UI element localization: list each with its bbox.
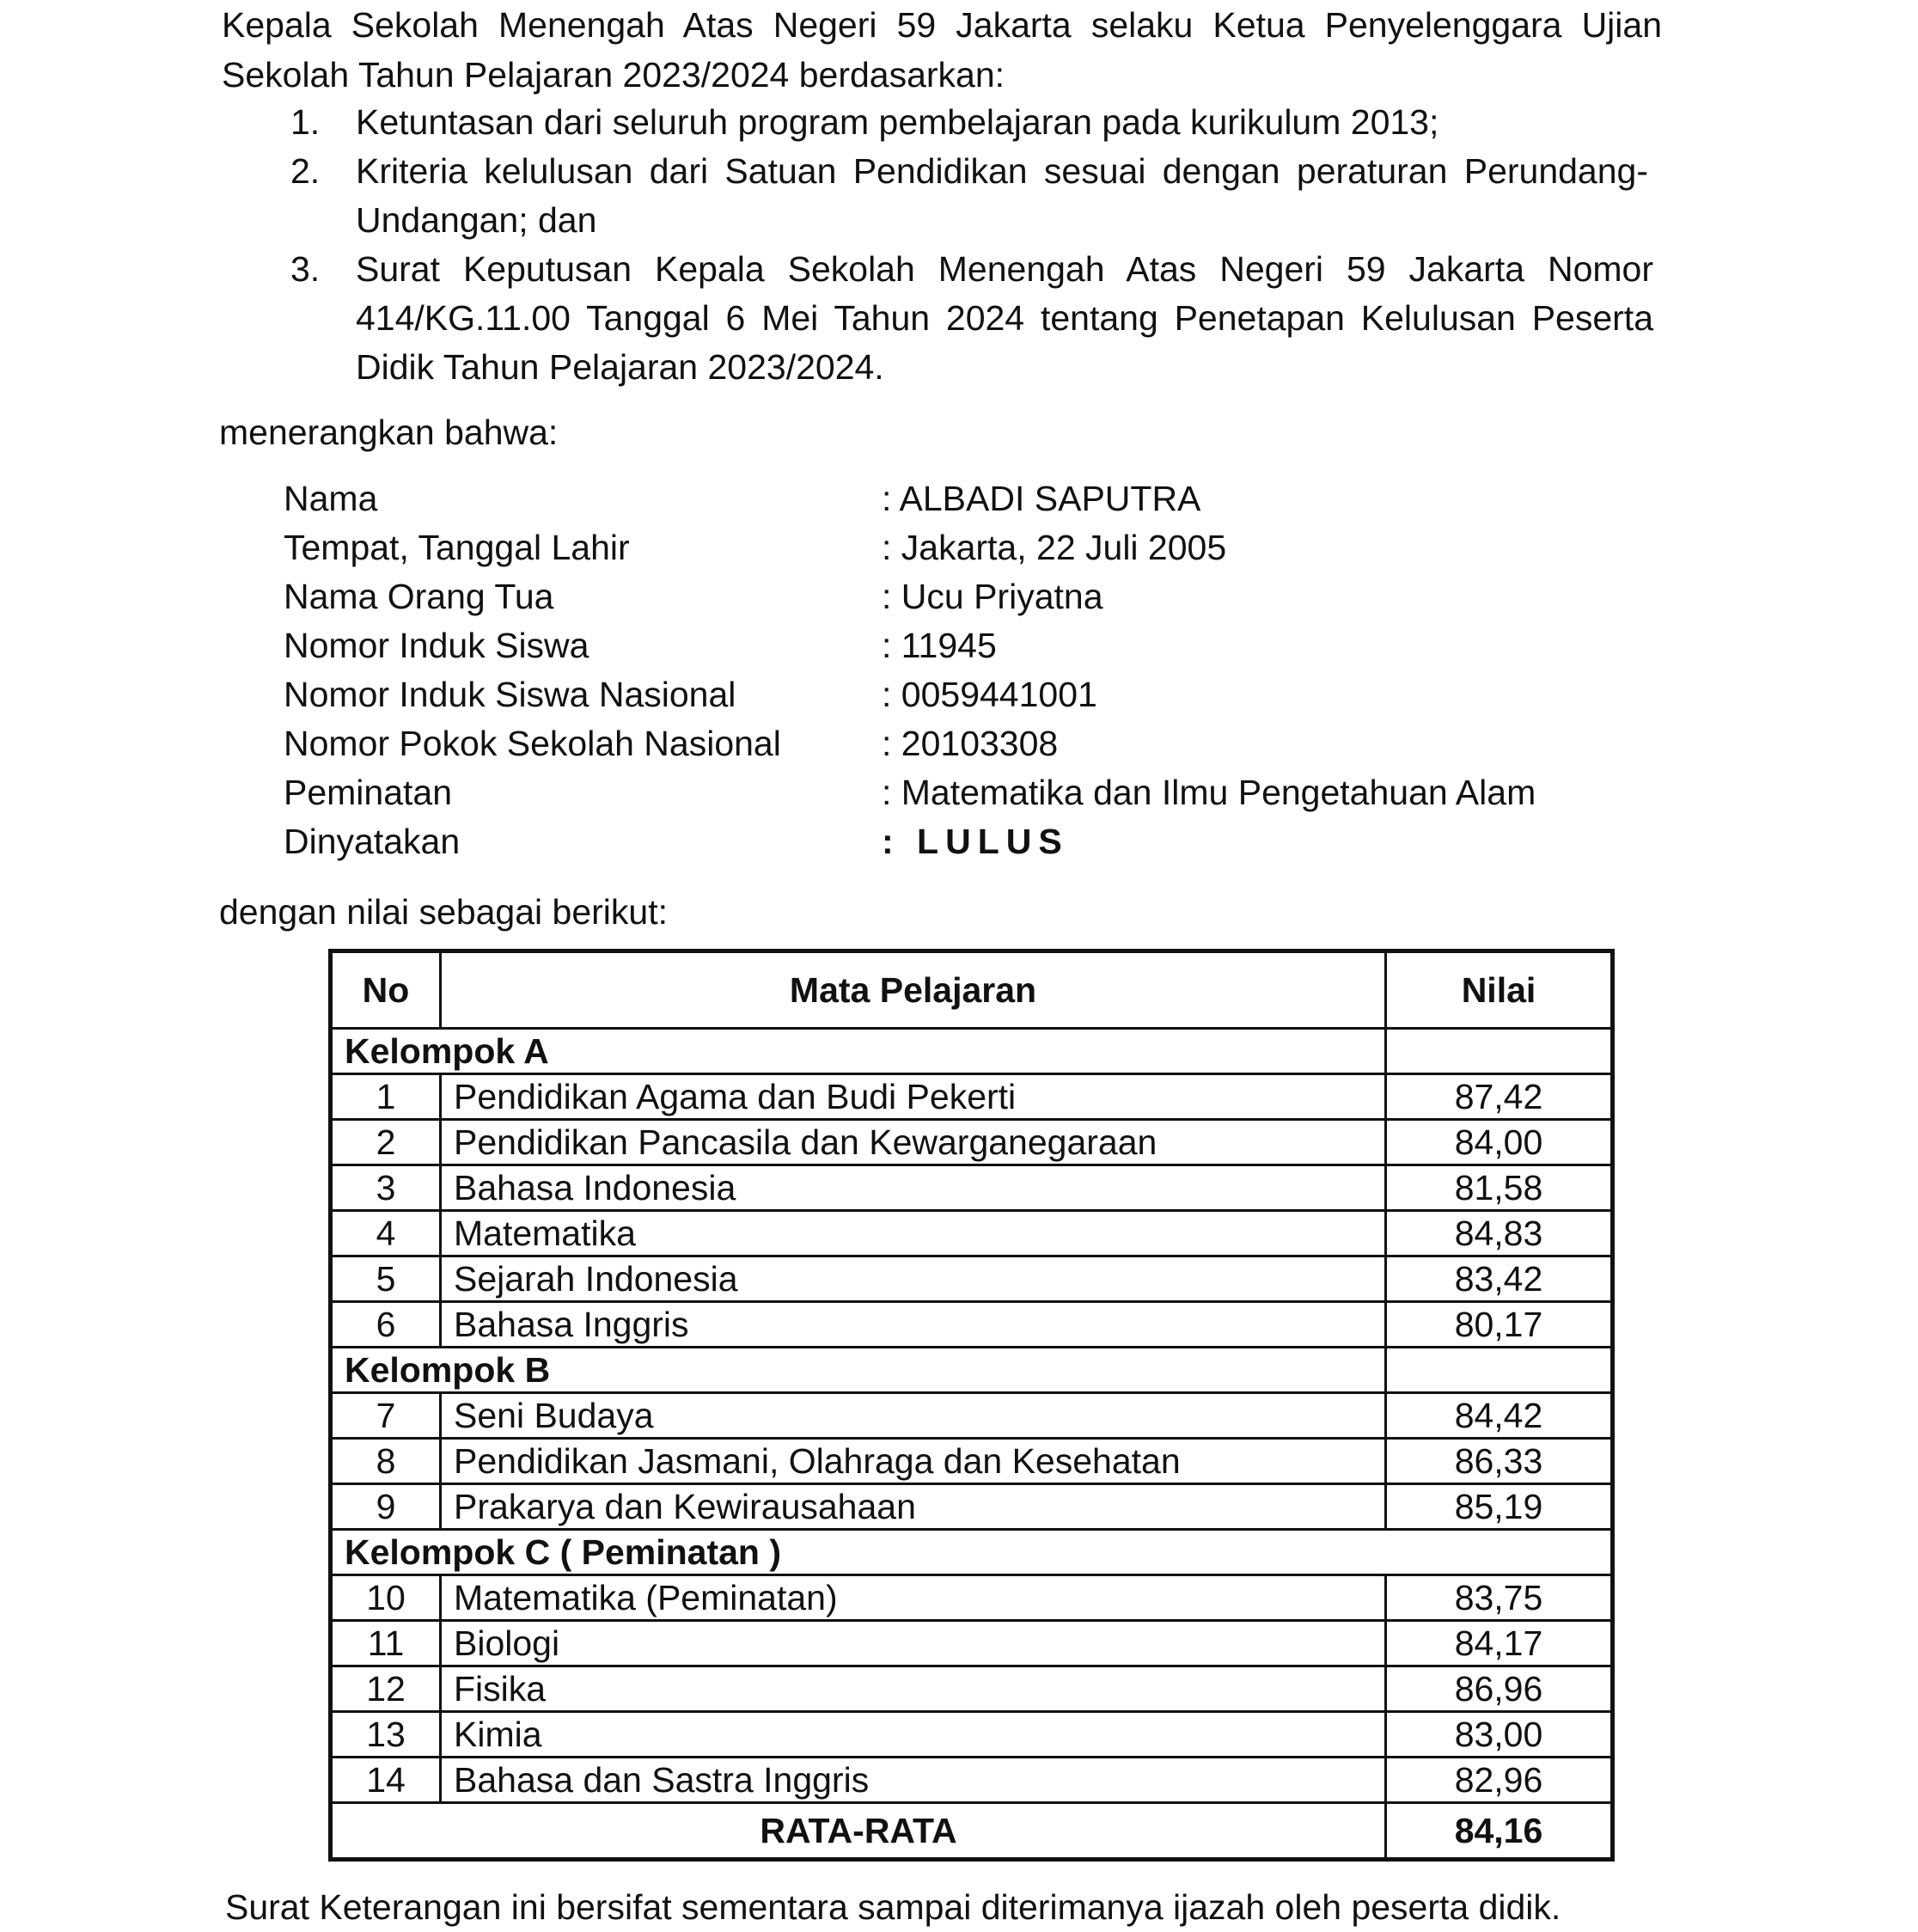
average-label: RATA-RATA [331, 1803, 1386, 1860]
student-info-row [284, 719, 1536, 768]
info-label: Tempat, Tanggal Lahir [284, 528, 630, 567]
row-score: 84,42 [1386, 1393, 1613, 1439]
row-no: 11 [331, 1621, 441, 1666]
row-score: 84,00 [1386, 1120, 1613, 1165]
row-subject: Kimia [441, 1712, 1386, 1758]
intro-line-1: Kepala Sekolah Menengah Atas Negeri 59 Jakarta selaku Ketua Penyelenggara Ujian [222, 5, 1662, 45]
group-name: Kelompok C ( Peminatan ) [331, 1530, 1613, 1575]
row-subject: Bahasa dan Sastra Inggris [441, 1758, 1386, 1803]
student-info-row [284, 572, 1536, 621]
group-score-empty [1386, 1348, 1613, 1393]
average-row [331, 1803, 1613, 1860]
table-row [331, 1120, 1613, 1165]
row-score: 84,83 [1386, 1211, 1613, 1256]
table-row [331, 1712, 1613, 1758]
table-row [331, 1074, 1613, 1120]
row-subject: Bahasa Inggris [441, 1302, 1386, 1348]
student-info-row [284, 768, 1536, 817]
list-item-text: Kriteria kelulusan dari Satuan Pendidikan sesuai dengan peraturan Perundang-Undangan; dan [356, 151, 1648, 240]
info-value: : Ucu Priyatna [882, 577, 1103, 616]
table-row [331, 1484, 1613, 1530]
list-item-number: 2. [290, 151, 321, 191]
info-value: : Jakarta, 22 Juli 2005 [882, 528, 1227, 567]
row-subject: Sejarah Indonesia [441, 1256, 1386, 1302]
info-label: Nomor Induk Siswa Nasional [284, 675, 736, 714]
row-no: 6 [331, 1302, 441, 1348]
row-score: 85,19 [1386, 1484, 1613, 1530]
row-score: 83,75 [1386, 1575, 1613, 1621]
list-item-number: 1. [290, 102, 321, 142]
info-value: : 0059441001 [882, 675, 1097, 714]
row-score: 87,42 [1386, 1074, 1613, 1120]
info-label: Nomor Induk Siswa [284, 626, 589, 665]
group-score-empty [1386, 1029, 1613, 1074]
grades-table [328, 949, 1615, 1862]
list-item [290, 245, 1653, 392]
group-row [331, 1530, 1613, 1575]
row-score: 83,00 [1386, 1712, 1613, 1758]
group-row [331, 1348, 1613, 1393]
row-subject: Prakarya dan Kewirausahaan [441, 1484, 1386, 1530]
row-score: 86,33 [1386, 1439, 1613, 1484]
row-no: 4 [331, 1211, 441, 1256]
header-score: Nilai [1386, 951, 1613, 1029]
table-row [331, 1211, 1613, 1256]
group-row [331, 1029, 1613, 1074]
list-item-number: 3. [290, 249, 321, 289]
group-name: Kelompok A [331, 1029, 1386, 1074]
row-no: 7 [331, 1393, 441, 1439]
row-no: 1 [331, 1074, 441, 1120]
table-row [331, 1302, 1613, 1348]
footer-note: Surat Keterangan ini bersifat sementara sampai diterimanya ijazah oleh peserta didik. [225, 1887, 1561, 1927]
row-score: 86,96 [1386, 1666, 1613, 1712]
student-info-row [284, 523, 1536, 572]
row-subject: Pendidikan Pancasila dan Kewarganegaraan [441, 1120, 1386, 1165]
info-label: Peminatan [284, 773, 453, 812]
row-score: 82,96 [1386, 1758, 1613, 1803]
row-subject: Pendidikan Agama dan Budi Pekerti [441, 1074, 1386, 1120]
row-subject: Biologi [441, 1621, 1386, 1666]
row-no: 5 [331, 1256, 441, 1302]
row-no: 9 [331, 1484, 441, 1530]
info-value: : 20103308 [882, 724, 1059, 763]
row-no: 10 [331, 1575, 441, 1621]
graduation-status: : LULUS [882, 822, 1069, 861]
student-info-row [284, 621, 1536, 670]
table-row [331, 1256, 1613, 1302]
info-value: : 11945 [882, 626, 997, 665]
list-item [290, 147, 1653, 245]
info-value: : ALBADI SAPUTRA [882, 479, 1201, 518]
table-row [331, 1621, 1613, 1666]
statement-text: menerangkan bahwa: [219, 413, 559, 452]
list-item [290, 98, 1653, 147]
row-score: 84,17 [1386, 1621, 1613, 1666]
table-row [331, 1758, 1613, 1803]
student-info-row [284, 474, 1536, 523]
list-item-text: Ketuntasan dari seluruh program pembelajaran pada kurikulum 2013; [356, 102, 1439, 142]
row-no: 12 [331, 1666, 441, 1712]
row-score: 83,42 [1386, 1256, 1613, 1302]
row-no: 14 [331, 1758, 441, 1803]
intro-paragraph [222, 0, 1662, 100]
table-header-row [331, 951, 1613, 1029]
info-label: Nama [284, 479, 378, 518]
student-info-row [284, 670, 1536, 719]
table-row [331, 1165, 1613, 1211]
row-no: 2 [331, 1120, 441, 1165]
row-score: 81,58 [1386, 1165, 1613, 1211]
row-no: 13 [331, 1712, 441, 1758]
info-label: Nomor Pokok Sekolah Nasional [284, 724, 781, 763]
table-row [331, 1439, 1613, 1484]
row-subject: Bahasa Indonesia [441, 1165, 1386, 1211]
row-score: 80,17 [1386, 1302, 1613, 1348]
list-item-text: Surat Keputusan Kepala Sekolah Menengah Atas Negeri 59 Jakarta Nomor 414/KG.11.00 Tanggal 6 Mei Tahun 2024 tentang Penetapan Kelulusan Peserta Didik Tahun Pelajaran 2023/2024. [356, 249, 1653, 387]
row-subject: Pendidikan Jasmani, Olahraga dan Kesehatan [441, 1439, 1386, 1484]
grades-intro-text: dengan nilai sebagai berikut: [219, 892, 668, 932]
info-label: Dinyatakan [284, 822, 461, 861]
row-no: 3 [331, 1165, 441, 1211]
basis-list [290, 98, 1653, 392]
header-subject: Mata Pelajaran [441, 951, 1386, 1029]
row-subject: Matematika (Peminatan) [441, 1575, 1386, 1621]
student-info [284, 474, 1536, 866]
table-row [331, 1666, 1613, 1712]
info-label: Nama Orang Tua [284, 577, 554, 616]
row-subject: Fisika [441, 1666, 1386, 1712]
student-info-row [284, 817, 1536, 866]
row-subject: Seni Budaya [441, 1393, 1386, 1439]
intro-line-2: Sekolah Tahun Pelajaran 2023/2024 berdasarkan: [222, 55, 1005, 95]
table-row [331, 1393, 1613, 1439]
group-name: Kelompok B [331, 1348, 1386, 1393]
header-no: No [331, 951, 441, 1029]
table-row [331, 1575, 1613, 1621]
row-no: 8 [331, 1439, 441, 1484]
info-value: : Matematika dan Ilmu Pengetahuan Alam [882, 773, 1536, 812]
row-subject: Matematika [441, 1211, 1386, 1256]
average-value: 84,16 [1386, 1803, 1613, 1860]
